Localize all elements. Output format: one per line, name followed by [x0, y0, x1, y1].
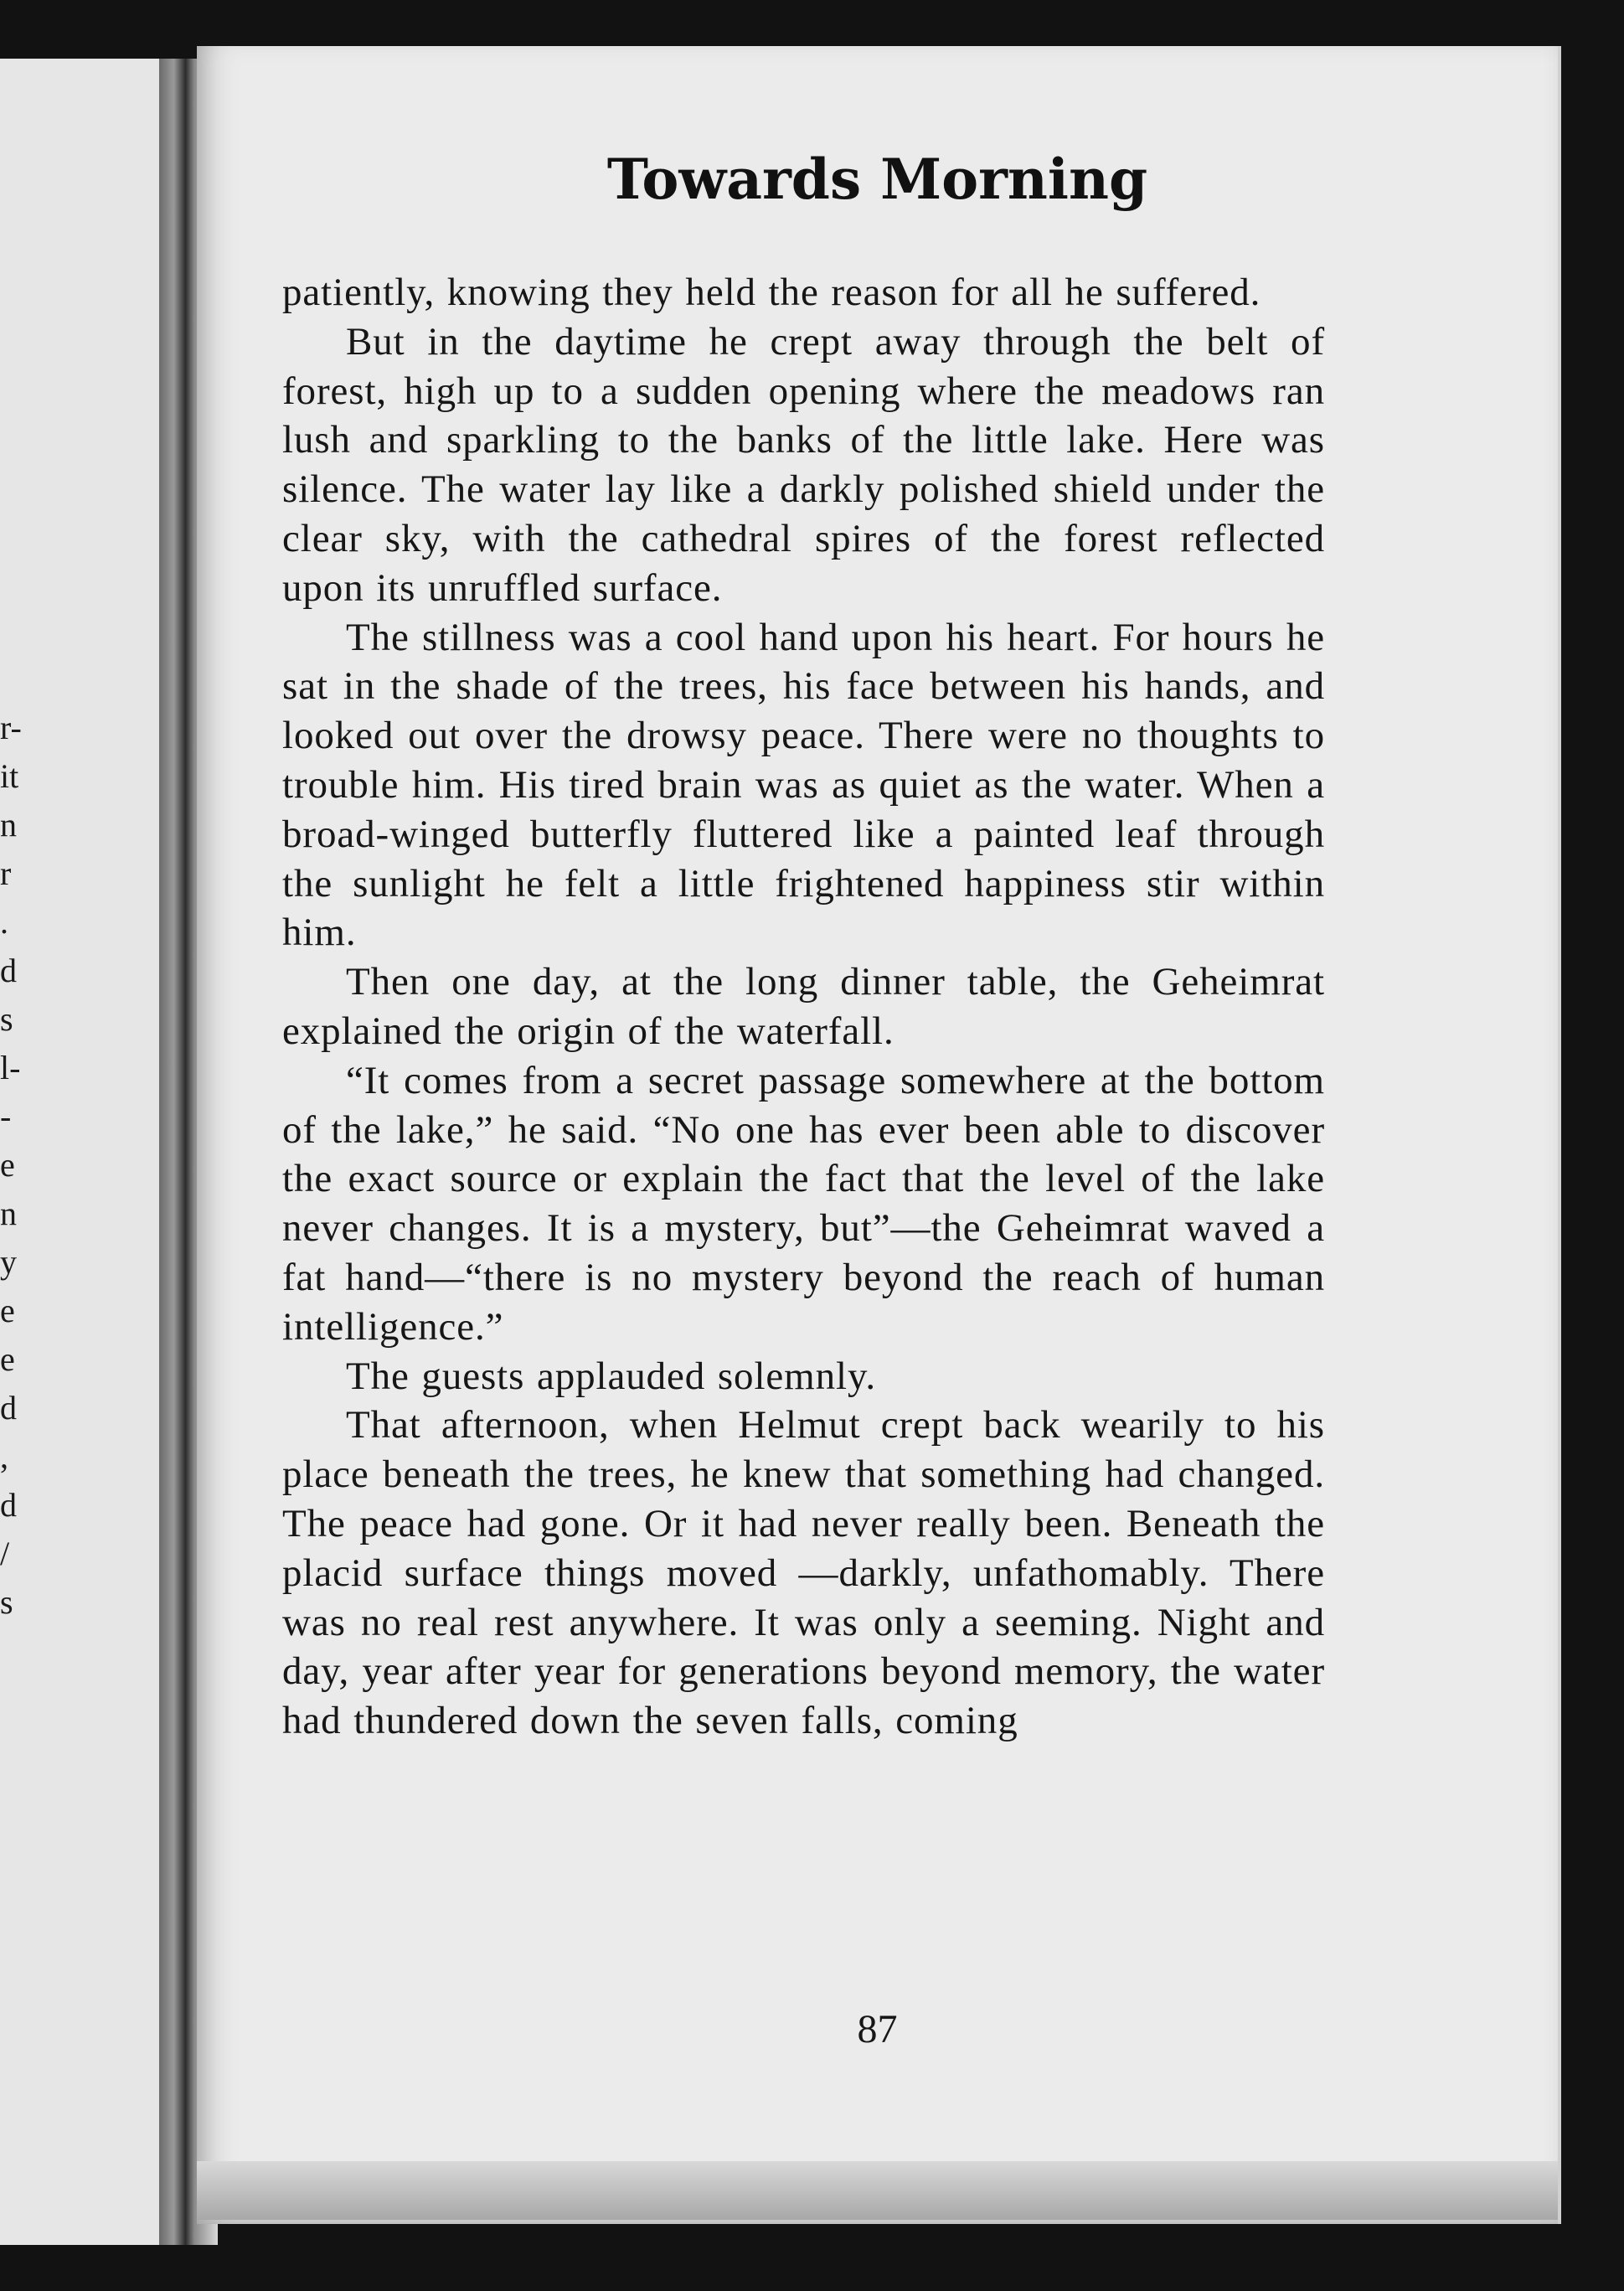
- paragraph: patiently, knowing they held the reason for all he suffered.: [282, 271, 1261, 314]
- fragment-line: s: [0, 1583, 13, 1621]
- fragment-line: /: [0, 1535, 10, 1572]
- page-body-text: [282, 268, 1325, 1746]
- fragment-line: it: [0, 757, 19, 795]
- fragment-line: .: [0, 903, 8, 941]
- fragment-line: y: [0, 1243, 17, 1281]
- paragraph: That afternoon, when Helmut crept back wearily to his place beneath the trees, he knew that something had changed. The peace had gone. Or it had never really been. Beneath the placid surface things moved —darkly, unfathomably. There was no real rest anywhere. It was only a seeming. Night and day, year after year for generations beyond memory, the water had thundered down the seven falls, coming: [282, 1403, 1325, 1743]
- fragment-line: n: [0, 1195, 17, 1232]
- book-page: [197, 46, 1561, 2224]
- fragment-line: ,: [0, 1437, 8, 1475]
- running-head: Towards Morning: [606, 147, 1148, 212]
- paragraph: The guests applauded solemnly.: [346, 1354, 876, 1398]
- paragraph: Then one day, at the long dinner table, the Geheimrat explained the origin of the waterfall.: [282, 960, 1325, 1053]
- fragment-line: l-: [0, 1049, 21, 1086]
- fragment-line: -: [0, 1097, 12, 1135]
- page-bottom-edge: [197, 2161, 1558, 2220]
- fragment-line: r-: [0, 709, 22, 746]
- paragraph: But in the daytime he crept away through the belt of forest, high up to a sudden opening where the meadows ran lush and sparkling to the banks of the little lake. Here was silence. The water lay like a darkly polished shield under the clear sky, with the cathedral spires of the forest reflected upon its unruffled surface.: [282, 319, 1325, 610]
- facing-page-left: [0, 59, 180, 2245]
- page-number: 87: [857, 2007, 898, 2051]
- fragment-line: s: [0, 1000, 13, 1038]
- fragment-line: d: [0, 1389, 17, 1427]
- fragment-line: n: [0, 806, 17, 844]
- fragment-line: d: [0, 952, 17, 989]
- paragraph: The stillness was a cool hand upon his heart. For hours he sat in the shade of the trees, his face between his hands, and looked out over the drowsy peace. There were no thoughts to trouble him. His tired brain was as quiet as the water. When a broad-winged butterfly fluttered like a painted leaf through the sunlight he felt a little frightened happiness stir within him.: [282, 615, 1325, 955]
- fragment-line: e: [0, 1292, 15, 1329]
- fragment-line: d: [0, 1486, 17, 1524]
- facing-page-text-fragments: [0, 704, 34, 1627]
- paragraph: “It comes from a secret passage somewhere at the bottom of the lake,” he said. “No one has ever been able to discover the exact source or explain the fact that the level of the lake never changes. It is a mystery, but”—the Geheimrat waved a fat hand—“there is no mystery beyond the reach of human intelligence.”: [282, 1058, 1325, 1349]
- fragment-line: r: [0, 854, 12, 892]
- fragment-line: e: [0, 1146, 15, 1184]
- fragment-line: e: [0, 1340, 15, 1378]
